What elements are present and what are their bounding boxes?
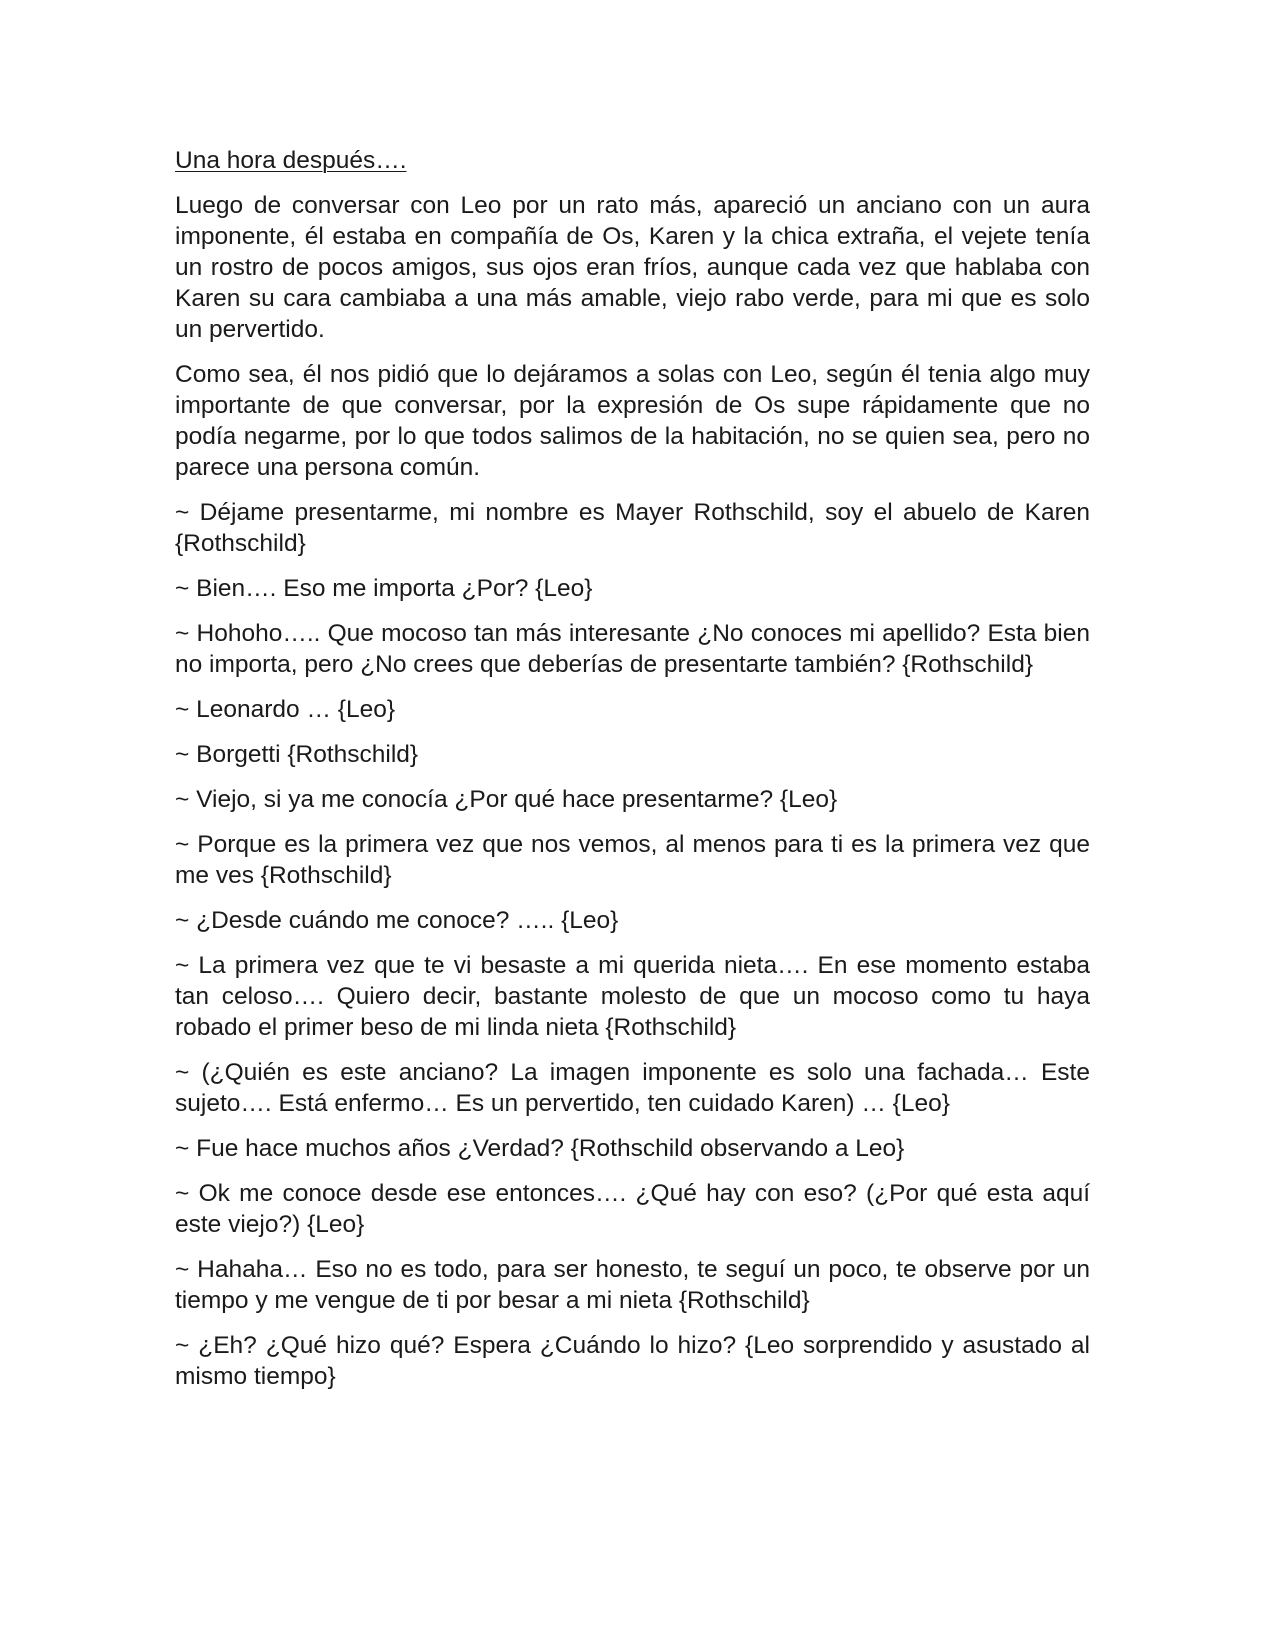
paragraph-2: Como sea, él nos pidió que lo dejáramos a solas con Leo, según él tenia algo muy importante de que conversar, por la expresión de Os supe rápidamente que no podía negarme, por lo que todos salimos de la habitación, no se quien sea, pero no parece una persona común. <box>175 361 1090 481</box>
document-page <box>175 145 1090 1406</box>
dialogue-line-4: ~ Leonardo … {Leo} <box>175 696 396 723</box>
dialogue-line-10: ~ (¿Quién es este anciano? La imagen imponente es solo una fachada… Este sujeto…. Está enfermo… Es un pervertido, ten cuidado Karen) … {Leo} <box>175 1059 1090 1117</box>
dialogue-line-2: ~ Bien…. Eso me importa ¿Por? {Leo} <box>175 575 593 602</box>
paragraph-1: Luego de conversar con Leo por un rato más, apareció un anciano con un aura imponente, él estaba en compañía de Os, Karen y la chica extraña, el vejete tenía un rostro de pocos amigos, sus ojos eran fríos, aunque cada vez que hablaba con Karen su cara cambiaba a una más amable, viejo rabo verde, para mi que es solo un pervertido. <box>175 192 1090 343</box>
dialogue-line-5: ~ Borgetti {Rothschild} <box>175 741 419 768</box>
dialogue-line-11: ~ Fue hace muchos años ¿Verdad? {Rothschild observando a Leo} <box>175 1135 905 1162</box>
dialogue-line-1: ~ Déjame presentarme, mi nombre es Mayer Rothschild, soy el abuelo de Karen {Rothschild} <box>175 499 1090 557</box>
dialogue-line-8: ~ ¿Desde cuándo me conoce? ….. {Leo} <box>175 907 619 934</box>
dialogue-line-14: ~ ¿Eh? ¿Qué hizo qué? Espera ¿Cuándo lo hizo? {Leo sorprendido y asustado al mismo tiempo} <box>175 1332 1090 1390</box>
dialogue-line-9: ~ La primera vez que te vi besaste a mi querida nieta…. En ese momento estaba tan celoso…. Quiero decir, bastante molesto de que un mocoso como tu haya robado el primer beso de mi linda nieta {Rothschild} <box>175 952 1090 1041</box>
dialogue-line-7: ~ Porque es la primera vez que nos vemos, al menos para ti es la primera vez que me ves {Rothschild} <box>175 831 1090 889</box>
dialogue-line-12: ~ Ok me conoce desde ese entonces…. ¿Qué hay con eso? (¿Por qué esta aquí este viejo?) {Leo} <box>175 1180 1090 1238</box>
dialogue-line-3: ~ Hohoho….. Que mocoso tan más interesante ¿No conoces mi apellido? Esta bien no importa, pero ¿No crees que deberías de presentarte también? {Rothschild} <box>175 620 1090 678</box>
dialogue-line-13: ~ Hahaha… Eso no es todo, para ser honesto, te seguí un poco, te observe por un tiempo y me vengue de ti por besar a mi nieta {Rothschild} <box>175 1256 1090 1314</box>
section-heading: Una hora después…. <box>175 147 407 174</box>
dialogue-line-6: ~ Viejo, si ya me conocía ¿Por qué hace presentarme? {Leo} <box>175 786 838 813</box>
